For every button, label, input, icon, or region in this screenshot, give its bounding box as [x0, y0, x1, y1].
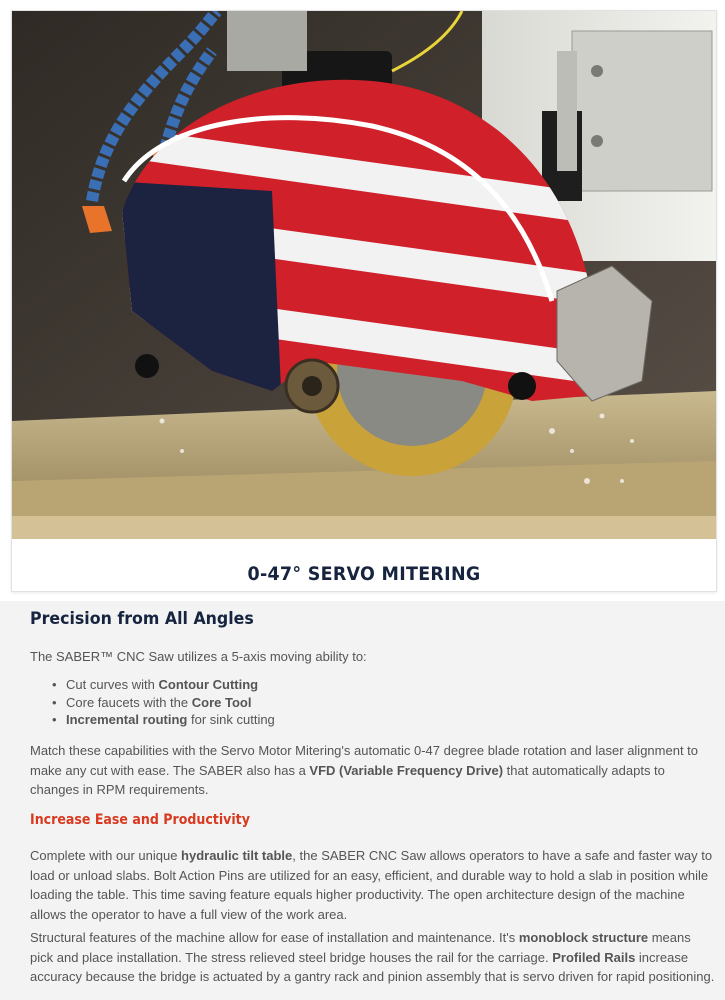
- structure-paragraph: Structural features of the machine allow for ease of installation and maintenance. It's monoblock structure means pick and place installation. The stress relieved steel bridge houses the rail for the carriage. Profiled Rails increase accuracy because the bridge is actuated by a gantry rack and pinion assembly that is servo driven for rapid positioning.: [30, 930, 715, 984]
- list-item: • Core faucets with the Core Tool: [52, 694, 275, 712]
- tilt-table-paragraph: Complete with our unique hydraulic tilt table, the SABER CNC Saw allows operators to have a safe and faster way to load or unload slabs. Bolt Action Pins are utilized for an easy, efficient, and durable way to hold a slab in position while loading the table. This time saving feature equals higher productivity. The open architecture design of the machine allows the operator to have a full view of the work area.: [30, 848, 713, 922]
- list-item: • Incremental routing for sink cutting: [52, 711, 275, 729]
- content-section: [0, 601, 725, 1000]
- capabilities-list: [52, 676, 275, 729]
- card-title: 0-47° SERVO MITERING: [247, 563, 481, 585]
- section-heading: Precision from All Angles: [30, 609, 254, 629]
- productivity-subheading: Increase Ease and Productivity: [30, 812, 250, 828]
- mitering-paragraph: Match these capabilities with the Servo Motor Mitering's automatic 0-47 degree blade rotation and laser alignment to make any cut with ease. The SABER also has a VFD (Variable Frequency Drive) that automatically adapts to changes in RPM requirements.: [30, 743, 699, 797]
- feature-card: [11, 10, 717, 592]
- saw-blade-photo: [12, 11, 716, 539]
- list-item: • Cut curves with Contour Cutting: [52, 676, 275, 694]
- intro-text: The SABER™ CNC Saw utilizes a 5-axis moving ability to:: [30, 649, 367, 664]
